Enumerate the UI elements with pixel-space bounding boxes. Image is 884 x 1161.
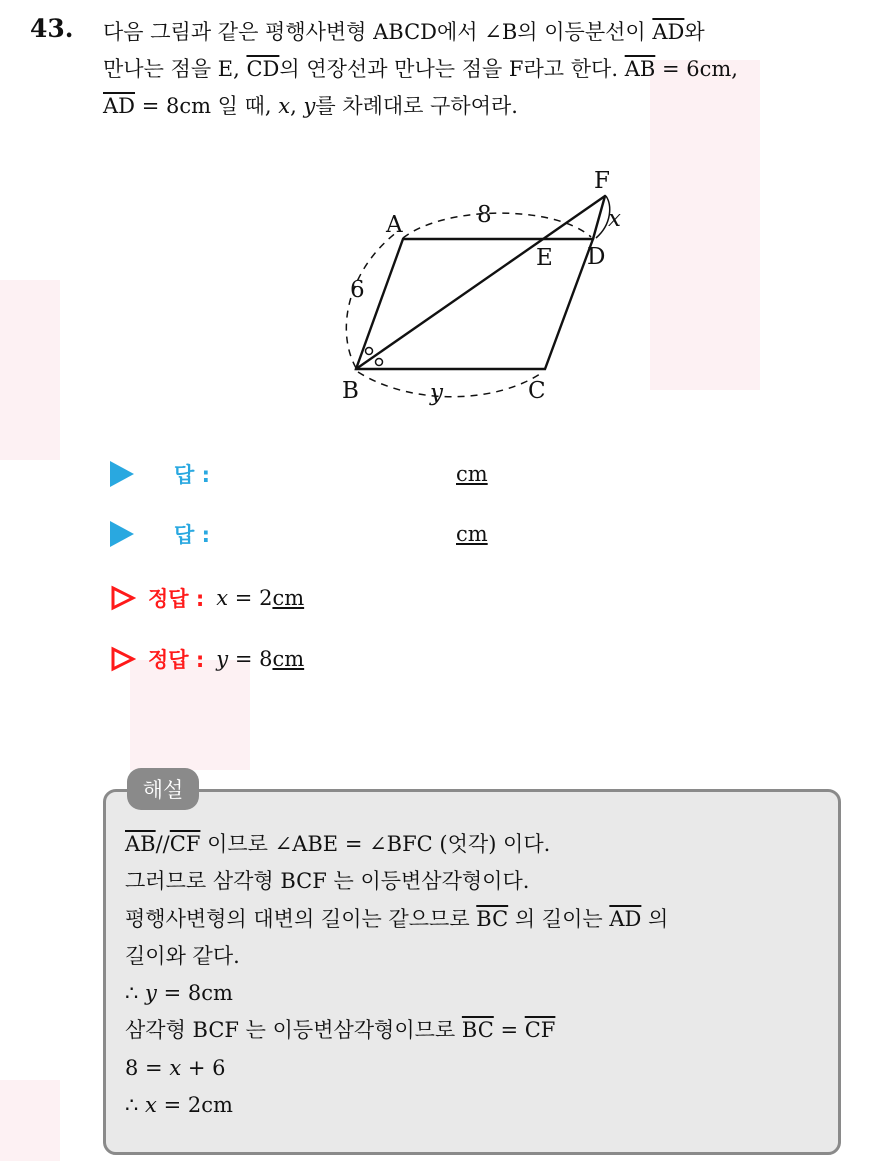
- segment-ab: $\overline{AB}$: [125, 832, 156, 856]
- segment-ad: $\overline{AD}$: [652, 20, 685, 44]
- explanation-line: [125, 826, 825, 863]
- label-ab-length: 6: [350, 277, 365, 303]
- parallelogram-figure: [300, 160, 640, 420]
- text: 이므로 ∠ABE = ∠BFC (엇각) 이다.: [200, 832, 551, 856]
- text: 를 차례대로 구하여라.: [315, 94, 518, 118]
- text: ,: [290, 94, 304, 118]
- solution-row-2: [110, 642, 304, 676]
- answer-unit: cm: [456, 462, 488, 486]
- text: 와: [684, 20, 705, 44]
- answer-row-1: [110, 457, 210, 491]
- explanation-line: [125, 1087, 825, 1124]
- solution-label: 정답 :: [148, 587, 205, 611]
- text: = 6cm,: [655, 57, 738, 81]
- label-ad-length: 8: [477, 202, 492, 228]
- text: = 2: [228, 586, 273, 610]
- var-y: y: [216, 647, 229, 671]
- label-x: x: [608, 206, 621, 232]
- var-x: x: [145, 1093, 157, 1118]
- segment-cd: $\overline{CD}$: [246, 57, 280, 81]
- text: =: [493, 1018, 525, 1043]
- segment-ad: $\overline{AD}$: [609, 906, 642, 931]
- label-e: E: [536, 245, 553, 271]
- label-a: A: [386, 212, 403, 238]
- explanation-line: [125, 901, 825, 938]
- segment-cf: $\overline{CF}$: [524, 1018, 556, 1043]
- text: ∴: [125, 981, 146, 1006]
- label-c: C: [528, 378, 546, 404]
- solution-unit: cm: [272, 586, 305, 610]
- solution-value: [216, 647, 304, 671]
- explanation-line: [125, 1012, 825, 1049]
- text: 삼각형 BCF 는 이등변삼각형이므로: [125, 1018, 462, 1043]
- explanation-text: [125, 826, 825, 1124]
- label-y: y: [430, 380, 443, 406]
- play-outline-icon: [110, 646, 136, 672]
- text: ∴: [125, 1093, 146, 1118]
- text: 평행사변형의 대변의 길이는 같으므로: [125, 906, 477, 931]
- var-y: y: [303, 94, 316, 118]
- var-x: x: [278, 94, 291, 118]
- explanation-line: [125, 975, 825, 1012]
- answer-unit: cm: [456, 522, 488, 546]
- label-f: F: [594, 168, 610, 194]
- solution-unit: cm: [272, 647, 305, 671]
- segment-ad: $\overline{AD}$: [103, 94, 136, 118]
- explanation-line: 길이와 같다.: [125, 943, 240, 968]
- var-y: y: [145, 981, 157, 1006]
- text: = 2cm: [156, 1093, 233, 1118]
- brace-bc: [358, 372, 543, 397]
- segment-cf: $\overline{CF}$: [169, 832, 201, 856]
- solution-label: 정답 :: [148, 648, 205, 672]
- question-text: [103, 14, 871, 125]
- segment-bc: $\overline{BC}$: [476, 906, 509, 931]
- explanation-line: 그러므로 삼각형 BCF 는 이등변삼각형이다.: [125, 869, 530, 894]
- text: 의 연장선과 만나는 점을 F라고 한다.: [279, 57, 625, 81]
- explanation-line: [125, 1050, 825, 1087]
- var-x: x: [169, 1055, 182, 1080]
- question-line-1: [103, 14, 871, 51]
- text: 의 길이는: [508, 906, 610, 931]
- parallelogram-abcd: [356, 239, 593, 369]
- var-x: x: [216, 586, 229, 610]
- explanation-tag: 해설: [127, 768, 199, 810]
- text: = 8cm 일 때,: [135, 94, 279, 118]
- text: = 8: [228, 647, 273, 671]
- angle-mark: [366, 348, 373, 355]
- question-line-3: [103, 88, 871, 125]
- play-icon: [110, 461, 134, 487]
- play-icon: [110, 521, 134, 547]
- solution-row-1: [110, 581, 304, 615]
- text: 만나는 점을 E,: [103, 57, 247, 81]
- text: + 6: [181, 1055, 226, 1080]
- label-b: B: [342, 378, 359, 404]
- text: 다음 그림과 같은 평행사변형 ABCD에서 ∠B의 이등분선이: [103, 20, 653, 44]
- question-number: 43.: [30, 14, 74, 43]
- label-d: D: [587, 244, 606, 270]
- answer-label: 답 :: [174, 523, 210, 547]
- parallel-symbol: //: [155, 832, 170, 856]
- question-line-2: [103, 51, 871, 88]
- play-outline-icon: [110, 585, 136, 611]
- background-decoration: [0, 280, 60, 460]
- background-decoration: [130, 660, 250, 770]
- text: = 8cm: [156, 981, 233, 1006]
- segment-ab: $\overline{AB}$: [624, 57, 656, 81]
- answer-label: 답 :: [174, 463, 210, 487]
- answer-row-2: [110, 517, 210, 551]
- text: 의: [641, 906, 669, 931]
- text: 8 =: [125, 1055, 170, 1080]
- angle-mark: [376, 359, 383, 366]
- solution-value: [216, 586, 304, 610]
- background-decoration: [0, 1080, 60, 1161]
- segment-bc: $\overline{BC}$: [461, 1018, 494, 1043]
